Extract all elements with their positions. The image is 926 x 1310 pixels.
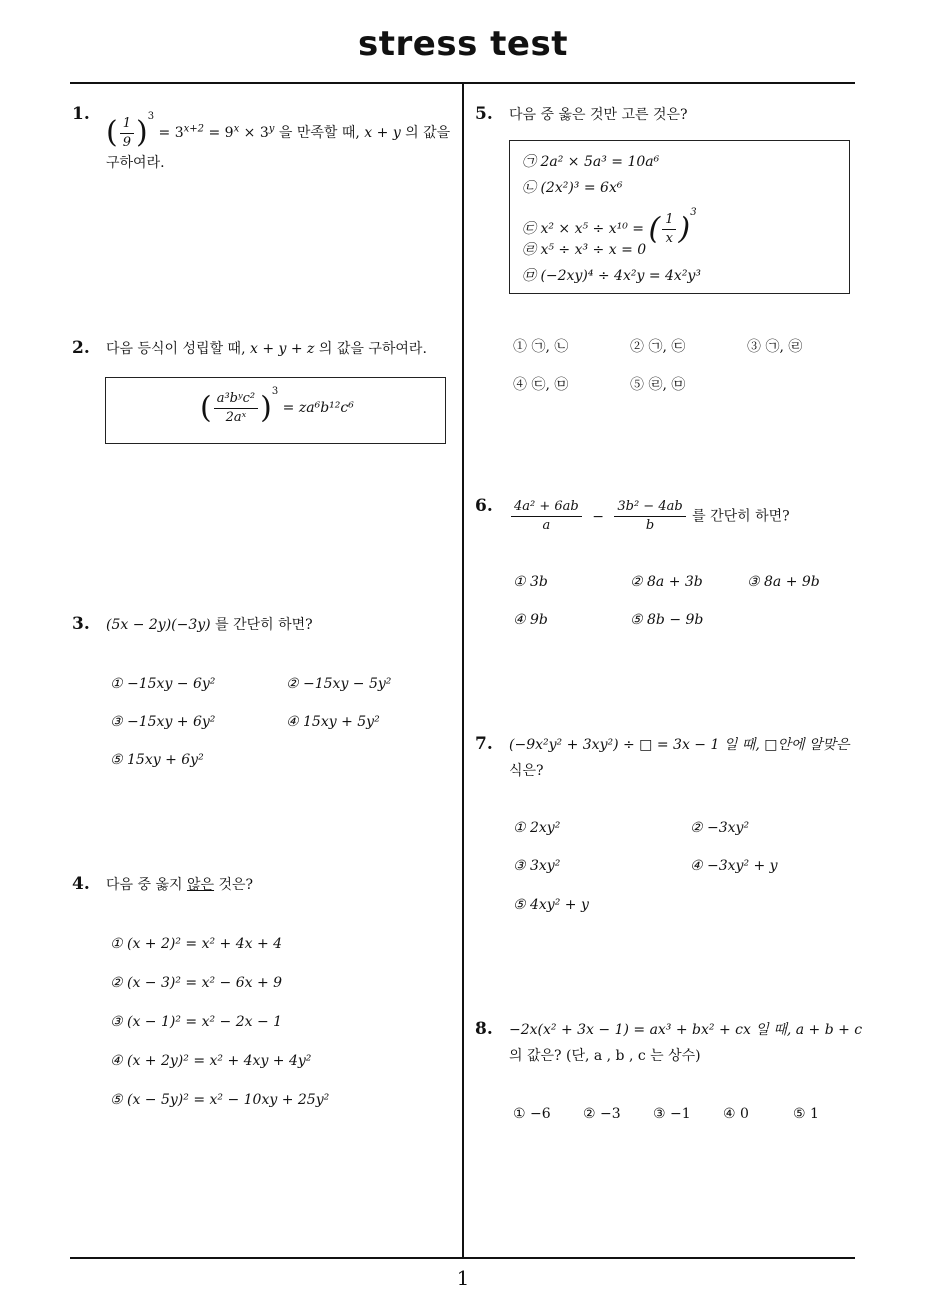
question-5-statement-box (509, 140, 850, 294)
question-7-option-3[interactable]: ③ 3xy² (513, 858, 561, 874)
question-6-option-2[interactable]: ② 8a + 3b (630, 574, 703, 590)
question-4-option-4[interactable]: ④ (x + 2y)² = x² + 4xy + 4y² (110, 1053, 312, 1069)
question-1-number: 1. (72, 104, 90, 124)
question-7-option-1[interactable]: ① 2xy² (513, 820, 561, 836)
question-7-line1: (−9x²y² + 3xy²) ÷ □ = 3x − 1 일 때, □안에 알맞은 (509, 737, 850, 753)
question-8-option-3[interactable]: ③ −1 (653, 1106, 691, 1122)
question-7-option-2[interactable]: ② −3xy² (690, 820, 750, 836)
question-8-option-5[interactable]: ⑤ 1 (793, 1106, 819, 1122)
question-2-equation: ( $\frac{\text{a³bʸc²}}{\text{2aˣ}}$ )$^3$ = za⁶b¹²c⁶ (200, 386, 354, 426)
question-7-option-4[interactable]: ④ −3xy² + y (690, 858, 778, 874)
question-2-equation-box (105, 377, 446, 444)
question-4-option-1[interactable]: ① (x + 2)² = x² + 4x + 4 (110, 936, 283, 952)
question-1-line2: 구하여라. (106, 155, 165, 171)
question-3-option-3[interactable]: ③ −15xy + 6y² (110, 714, 216, 730)
question-8-option-1[interactable]: ① −6 (513, 1106, 551, 1122)
page-title: stress test (358, 24, 568, 64)
question-8-option-4[interactable]: ④ 0 (723, 1106, 749, 1122)
question-8-number: 8. (475, 1019, 493, 1039)
question-8-line1: −2x(x² + 3x − 1) = ax³ + bx² + cx 일 때, a + b + c (509, 1022, 863, 1038)
question-4-option-2[interactable]: ② (x − 3)² = x² − 6x + 9 (110, 975, 283, 991)
question-8-line2: 의 값은? (단, a , b , c 는 상수) (509, 1048, 701, 1064)
question-2-number: 2. (72, 338, 90, 358)
question-3-option-5[interactable]: ⑤ 15xy + 6y² (110, 752, 204, 768)
question-7-line2: 식은? (509, 763, 544, 779)
statement-a: ㉠ 2a² × 5a³ = 10a⁶ (522, 154, 660, 170)
question-5-option-4[interactable]: ④ ㉢, ㉤ (513, 377, 569, 393)
question-5-option-3[interactable]: ③ ㉠, ㉣ (747, 339, 803, 355)
question-5-option-1[interactable]: ① ㉠, ㉡ (513, 339, 569, 355)
question-3-text: (5x − 2y)(−3y) 를 간단히 하면? (106, 617, 313, 633)
question-3-option-4[interactable]: ④ 15xy + 5y² (286, 714, 380, 730)
question-2-text: 다음 등식이 성립할 때, x + y + z 의 값을 구하여라. (106, 341, 427, 357)
statement-b: ㉡ (2x²)³ = 6x⁶ (522, 180, 623, 196)
question-4-option-3[interactable]: ③ (x − 1)² = x² − 2x − 1 (110, 1014, 283, 1030)
question-3-option-1[interactable]: ① −15xy − 6y² (110, 676, 216, 692)
page-number: 1 (456, 1266, 470, 1290)
question-8-option-2[interactable]: ② −3 (583, 1106, 621, 1122)
question-5-option-2[interactable]: ② ㉠, ㉢ (630, 339, 686, 355)
question-3-option-2[interactable]: ② −15xy − 5y² (286, 676, 392, 692)
statement-e: ㉤ (−2xy)⁴ ÷ 4x²y = 4x²y³ (522, 268, 701, 284)
column-divider (462, 83, 464, 1257)
bottom-rule (70, 1257, 855, 1259)
question-6-number: 6. (475, 496, 493, 516)
statement-c: ㉢ x² × x⁵ ÷ x¹⁰ = ( $\frac{1}{x}$ )$^3$ (522, 207, 697, 247)
question-4-text: 다음 중 옳지 않은 것은? (106, 877, 254, 893)
question-5-text: 다음 중 옳은 것만 고른 것은? (509, 107, 688, 123)
statement-d: ㉣ x⁵ ÷ x³ ÷ x = 0 (522, 242, 647, 258)
question-6-option-1[interactable]: ① 3b (513, 574, 548, 590)
question-6-option-5[interactable]: ⑤ 8b − 9b (630, 612, 704, 628)
question-4-option-5[interactable]: ⑤ (x − 5y)² = x² − 10xy + 25y² (110, 1092, 330, 1108)
question-6-option-4[interactable]: ④ 9b (513, 612, 548, 628)
question-6-option-3[interactable]: ③ 8a + 9b (747, 574, 820, 590)
question-7-option-5[interactable]: ⑤ 4xy² + y (513, 897, 589, 913)
question-6-expression: $\frac{\text{4a² + 6ab}}{a}$ − $\frac{\text{3b² − 4ab}}{b}$ 를 간단히 하면? (509, 498, 790, 535)
question-4-number: 4. (72, 874, 90, 894)
question-5-number: 5. (475, 104, 493, 124)
question-5-option-5[interactable]: ⑤ ㉣, ㉤ (630, 377, 686, 393)
question-7-number: 7. (475, 734, 493, 754)
question-3-number: 3. (72, 614, 90, 634)
question-1: ( $\frac{1}{9}$ )$^3 = 3^{x+2} = 9^x \times 3^y$ 을 만족할 때, x + y 의 값을 (106, 111, 451, 150)
